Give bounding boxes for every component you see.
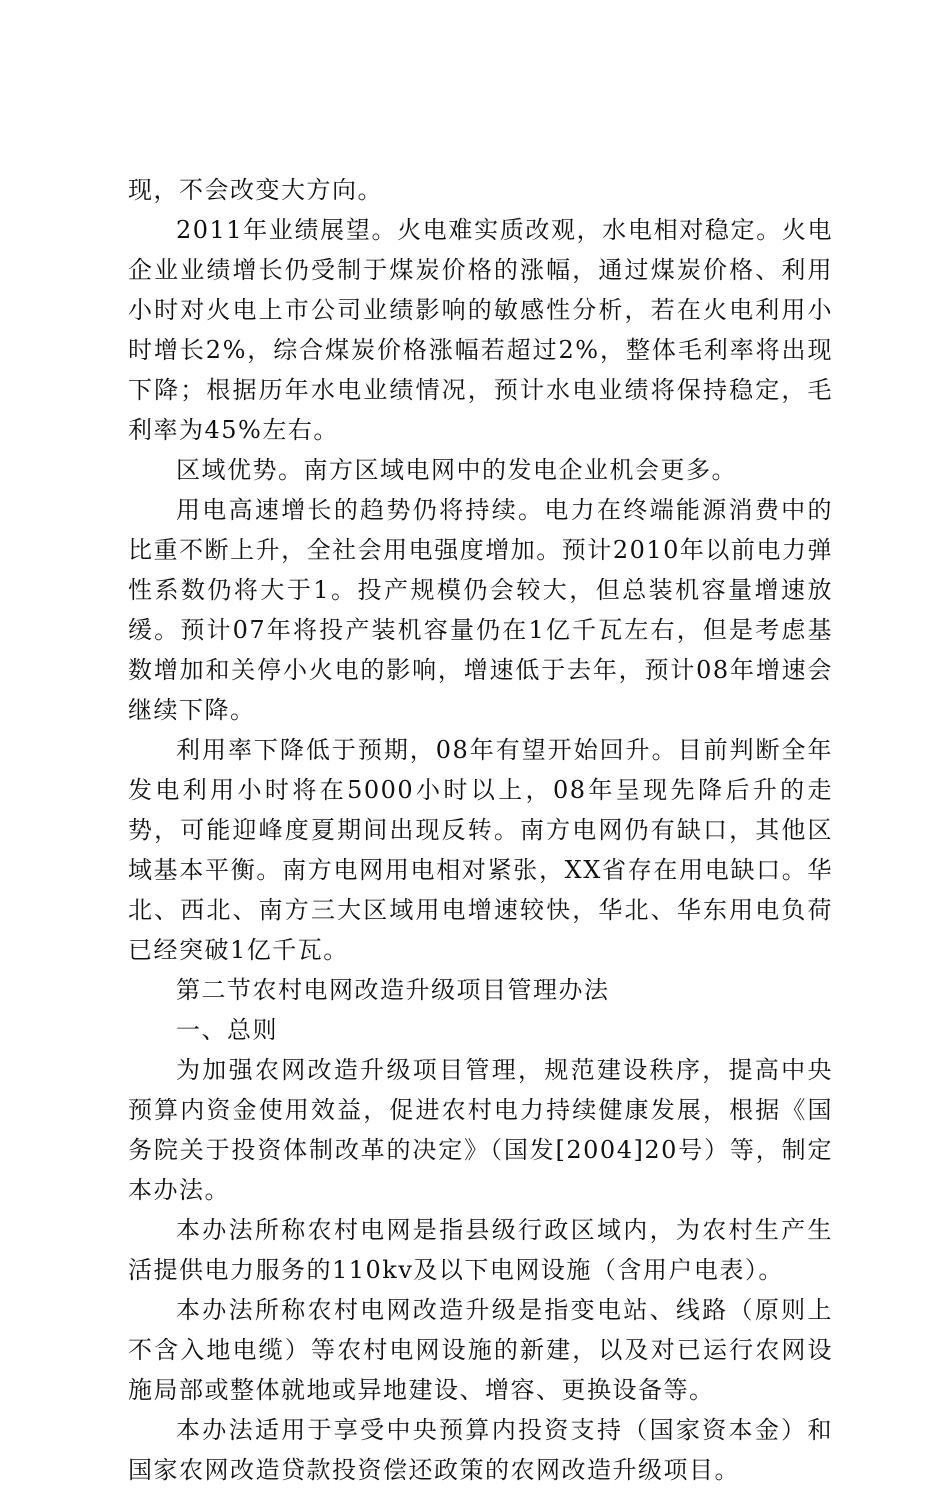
paragraph-1: 现，不会改变大方向。 bbox=[128, 176, 383, 204]
paragraph-4: 用电高速增长的趋势仍将持续。电力在终端能源消费中的比重不断上升，全社会用电强度增加。预计2010年以前电力弹性系数仍将大于1。投产规模仍会较大，但总装机容量增速放缓。预计07年将投产装机容量仍在1亿千瓦左右，但是考虑基数增加和关停小火电的影响，增速低于去年，预计08年增速会继续下降。 bbox=[128, 496, 833, 724]
paragraph-11: 本办法适用于享受中央预算内投资支持（国家资本金）和国家农网改造贷款投资偿还政策的农网改造升级项目。 bbox=[128, 1416, 833, 1484]
paragraph-5: 利用率下降低于预期，08年有望开始回升。目前判断全年发电利用小时将在5000小时以上，08年呈现先降后升的走势，可能迎峰度夏期间出现反转。南方电网仍有缺口，其他区域基本平衡。南方电网用电相对紧张，XX省存在用电缺口。华北、西北、南方三大区域用电增速较快，华北、华东用电负荷已经突破1亿千瓦。 bbox=[128, 736, 833, 964]
paragraph-3: 区域优势。南方区域电网中的发电企业机会更多。 bbox=[176, 456, 737, 484]
subsection-heading: 一、总则 bbox=[176, 1016, 278, 1044]
paragraph-9: 本办法所称农村电网是指县级行政区域内，为农村生产生活提供电力服务的110kv及以下电网设施（含用户电表）。 bbox=[128, 1216, 833, 1284]
paragraph-2: 2011年业绩展望。火电难实质改观，水电相对稳定。火电企业业绩增长仍受制于煤炭价格的涨幅，通过煤炭价格、利用小时对火电上市公司业绩影响的敏感性分析，若在火电利用小时增长2%，综合煤炭价格涨幅若超过2%，整体毛利率将出现下降；根据历年水电业绩情况，预计水电业绩将保持稳定，毛利率为45%左右。 bbox=[128, 216, 833, 444]
section-heading: 第二节农村电网改造升级项目管理办法 bbox=[176, 976, 610, 1004]
paragraph-10: 本办法所称农村电网改造升级是指变电站、线路（原则上不含入地电缆）等农村电网设施的新建，以及对已运行农网设施局部或整体就地或异地建设、增容、更换设备等。 bbox=[128, 1296, 833, 1404]
document-page bbox=[128, 170, 833, 1490]
paragraph-8: 为加强农网改造升级项目管理，规范建设秩序，提高中央预算内资金使用效益，促进农村电力持续健康发展，根据《国务院关于投资体制改革的决定》（国发[2004]20号）等，制定本办法。 bbox=[128, 1056, 833, 1204]
